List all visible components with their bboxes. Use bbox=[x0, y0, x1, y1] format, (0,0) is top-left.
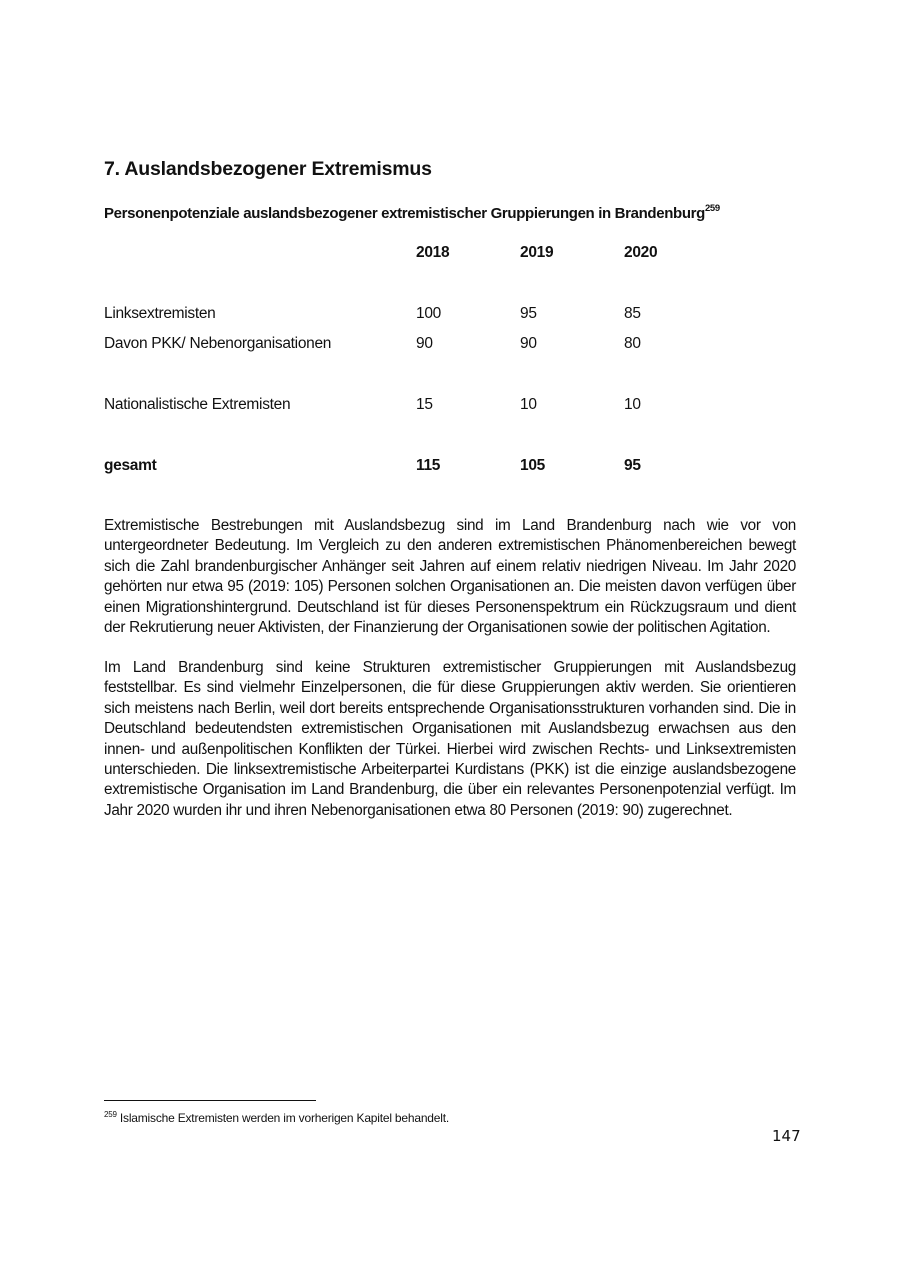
body-paragraph-1: Extremistische Bestrebungen mit Auslandsbezug sind im Land Brandenburg nach wie vor von untergeordneter Bedeutung. Im Vergleich zu den anderen extremistischen Phänomenbereichen bewegt sich die Zahl brandenburgischer Anhänger seit Jahren auf einem relativ niedrigen Niveau. Im Jahr 2020 gehörten nur etwa 95 (2019: 105) Personen solchen Organisationen an. Die meisten davon verfügen über einen Migrationshintergrund. Deutschland ist für dieses Personenspektrum ein Rückzugsraum und dient der Rekrutierung neuer Aktivisten, der Finanzierung der Organisationen sowie der politischen Agitation. bbox=[104, 517, 796, 637]
table-cell: 80 bbox=[624, 335, 641, 352]
section-heading: 7. Auslandsbezogener Extremismus bbox=[104, 158, 432, 180]
footnote-text: Islamische Extremisten werden im vorherigen Kapitel behandelt. bbox=[116, 1111, 449, 1125]
table-cell: 10 bbox=[624, 396, 641, 413]
table-cell-total: 105 bbox=[520, 457, 545, 474]
row-label-pkk: Davon PKK/ Nebenorganisationen bbox=[104, 335, 332, 352]
row-label-linksextremisten: Linksextremisten bbox=[104, 305, 216, 322]
table-cell-total: 95 bbox=[624, 457, 641, 474]
column-header-2018: 2018 bbox=[416, 244, 450, 261]
table-cell: 10 bbox=[520, 396, 537, 413]
table-caption bbox=[104, 204, 720, 222]
table-cell: 95 bbox=[520, 305, 537, 322]
column-header-2019: 2019 bbox=[520, 244, 554, 261]
footnote bbox=[104, 1110, 449, 1125]
footnote-number: 259 bbox=[104, 1110, 117, 1119]
footnote-reference: 259 bbox=[704, 203, 720, 214]
column-header-2020: 2020 bbox=[624, 244, 658, 261]
table-cell: 100 bbox=[416, 305, 441, 322]
table-cell: 90 bbox=[416, 335, 433, 352]
body-paragraph-2: Im Land Brandenburg sind keine Strukturen extremistischer Gruppierungen mit Auslandsbezug feststellbar. Es sind vielmehr Einzelpersonen, die für diese Gruppierungen aktiv werden. Sie orientieren sich meistens nach Berlin, weil dort bereits entsprechende Organisationsstrukturen vorhanden sind. Die in Deutschland bedeutendsten extremistischen Organisationen mit Auslandsbezug erwachsen aus den innen- und außenpolitischen Konflikten der Türkei. Hierbei wird zwischen Rechts- und Linksextremisten unterschieden. Die linksextremistische Arbeiterpartei Kurdistans (PKK) ist die einzige auslandsbezogene extremistische Organisation im Land Brandenburg, die über ein relevantes Personenpotenzial verfügt. Im Jahr 2020 wurden ihr und ihren Nebenorganisationen etwa 80 Personen (2019: 90) zugerechnet. bbox=[104, 659, 796, 819]
row-label-nationalistische-extremisten: Nationalistische Extremisten bbox=[104, 396, 291, 413]
footnote-divider bbox=[104, 1100, 316, 1101]
table-cell: 90 bbox=[520, 335, 537, 352]
row-label-gesamt: gesamt bbox=[104, 457, 157, 474]
table-cell: 15 bbox=[416, 396, 433, 413]
table-cell-total: 115 bbox=[416, 457, 441, 474]
page-number: 147 bbox=[772, 1127, 801, 1145]
table-caption-text: Personenpotenziale auslandsbezogener extremistischer Gruppierungen in Brandenburg bbox=[104, 205, 705, 222]
table-cell: 85 bbox=[624, 305, 641, 322]
